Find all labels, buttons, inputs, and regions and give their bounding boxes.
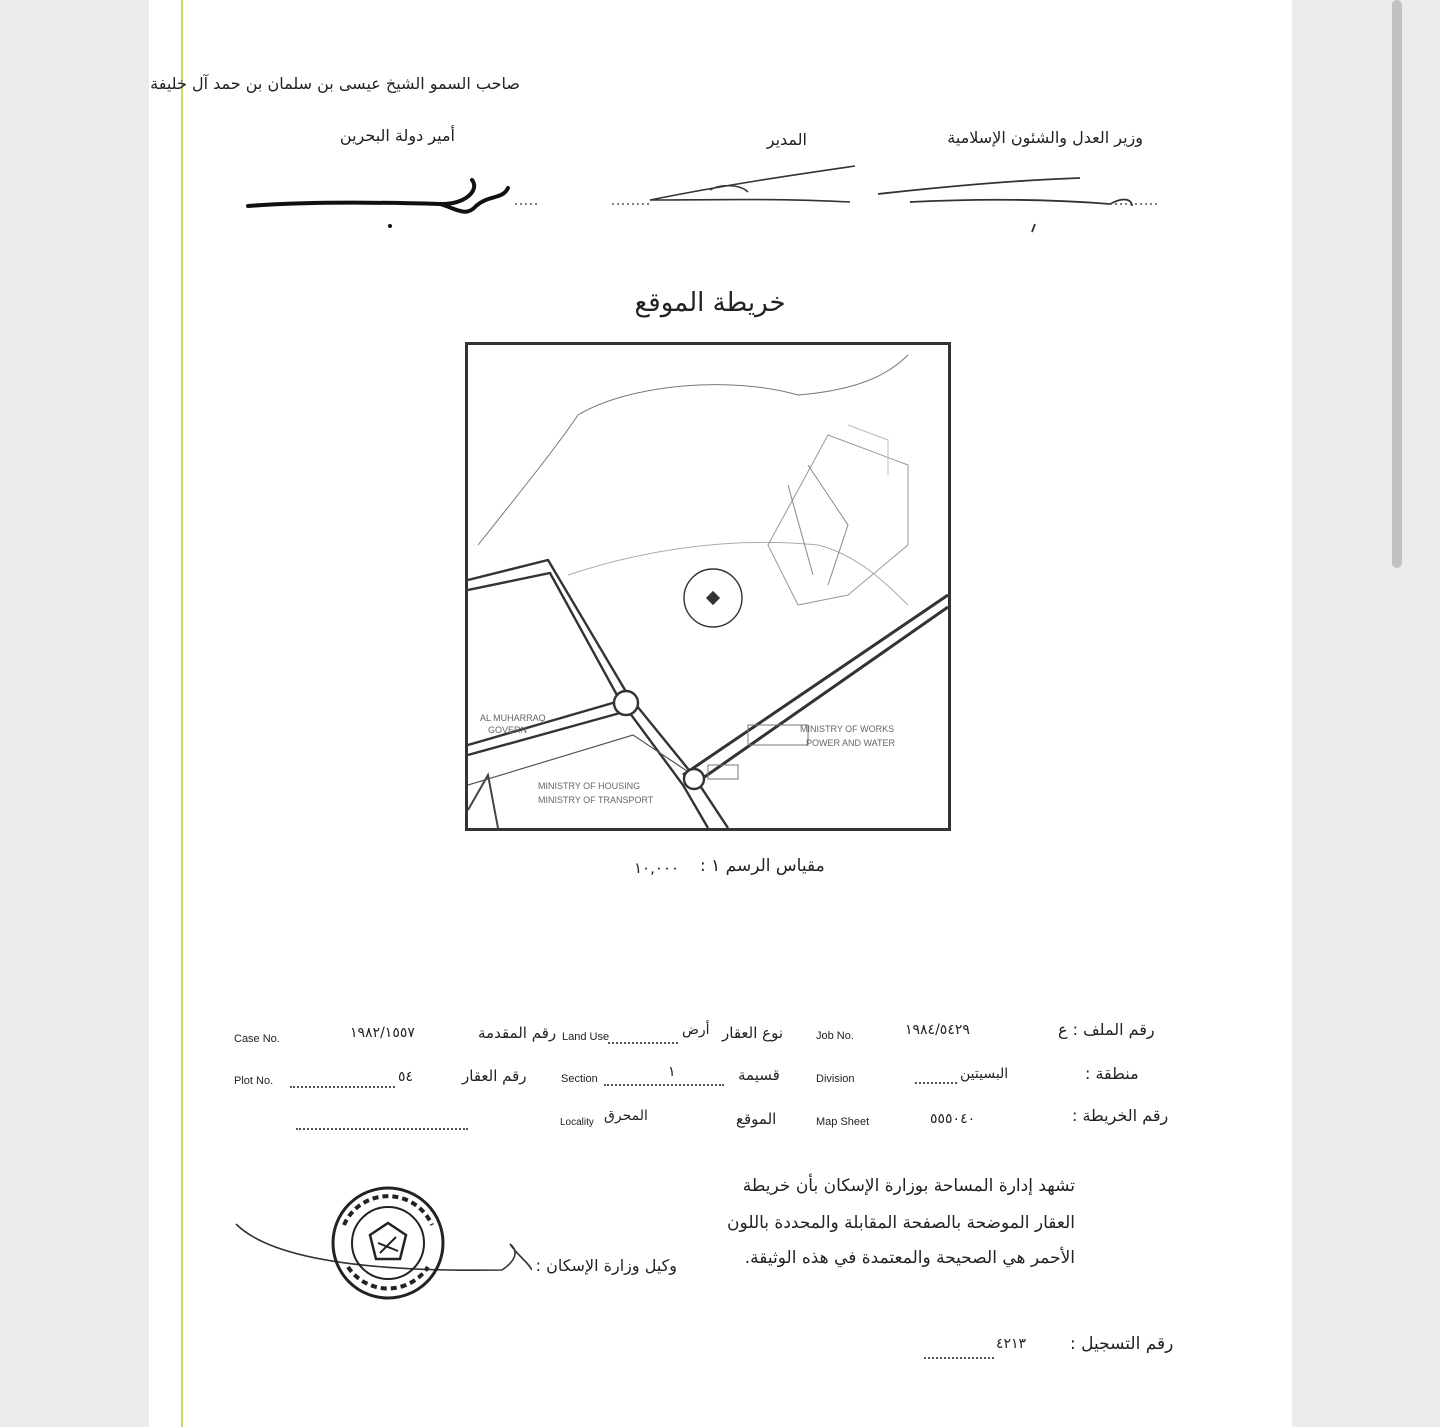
certification-line-2: العقار الموضحة بالصفحة المقابلة والمحددة باللون [727, 1213, 1075, 1233]
emir-signature [240, 172, 540, 242]
map-label-housing: MINISTRY OF HOUSING [538, 781, 641, 791]
map-title: خريطة الموقع [634, 288, 786, 318]
registration-value: ٤٢١٣ [996, 1336, 1027, 1352]
plot-value: ٥٤ [398, 1069, 414, 1085]
submission-no-label: رقم المقدمة [478, 1024, 557, 1042]
map-label-works: MINISTRY OF WORKS [800, 724, 895, 734]
land-type-label: نوع العقار [722, 1024, 784, 1042]
map-label-transport: MINISTRY OF TRANSPORT [538, 795, 654, 805]
map-sheet-value: ٥٥٥٠٤٠ [930, 1111, 976, 1127]
map-label-power: POWER AND WATER [806, 738, 896, 748]
registration-dots [924, 1357, 994, 1359]
section-en: Section [561, 1073, 598, 1085]
minister-title: وزير العدل والشئون الإسلامية [947, 128, 1143, 147]
emir-role: أمير دولة البحرين [339, 126, 455, 145]
scale-label: مقياس الرسم ١ : [700, 856, 825, 876]
map-sheet-label: رقم الخريطة : [1072, 1106, 1169, 1125]
file-no-label: رقم الملف : ع [1058, 1020, 1155, 1039]
ministry-seal-stamp [330, 1185, 446, 1301]
certification-line-3: الأحمر هي الصحيحة والمعتمدة في هذه الوثيقة. [744, 1248, 1075, 1268]
section-dots [604, 1084, 724, 1086]
site-map [465, 342, 951, 831]
locality-en: Locality [560, 1117, 594, 1128]
scale-value: ١٠,٠٠٠ [634, 859, 680, 877]
section-value: ١ [668, 1064, 676, 1080]
certification-line-1: تشهد إدارة المساحة بوزارة الإسكان بأن خريطة [742, 1176, 1075, 1196]
area-value: البسيتين [960, 1066, 1009, 1082]
registration-label: رقم التسجيل : [1070, 1334, 1174, 1354]
plot-no-en: Plot No. [234, 1075, 274, 1087]
area-label: منطقة : [1085, 1064, 1139, 1083]
division-en: Division [816, 1073, 855, 1085]
plot-label: رقم العقار [462, 1067, 527, 1085]
case-no-en: Case No. [234, 1033, 280, 1045]
page-edge-line [181, 0, 183, 1427]
map-sheet-en: Map Sheet [816, 1116, 870, 1128]
land-use-dots [608, 1042, 678, 1044]
plot-dots [290, 1086, 395, 1088]
land-use-en: Land Use [562, 1031, 610, 1043]
map-label-govern: GOVERN [488, 725, 528, 735]
land-type-value: أرض [682, 1022, 710, 1038]
director-signature [610, 160, 870, 212]
site-map-drawing [468, 345, 948, 828]
locality-value: المحرق [604, 1108, 648, 1124]
submission-no-value: ١٩٨٢/١٥٥٧ [350, 1025, 415, 1041]
job-no-en: Job No. [816, 1030, 854, 1042]
map-label-muharraq: AL MUHARRAQ [480, 713, 546, 723]
blank-dots [296, 1128, 468, 1130]
file-no-value: ١٩٨٤/٥٤٢٩ [905, 1022, 970, 1038]
scrollbar-thumb[interactable] [1392, 0, 1402, 568]
minister-signature [870, 166, 1160, 236]
section-label: قسيمة [738, 1066, 780, 1084]
undersecretary-label: وكيل وزارة الإسكان : [535, 1256, 677, 1275]
locality-label: الموقع [736, 1110, 777, 1128]
area-dots [915, 1082, 957, 1084]
director-title: المدير [766, 130, 807, 149]
emir-title: صاحب السمو الشيخ عيسى بن سلمان بن حمد آل خليفة [150, 74, 520, 93]
